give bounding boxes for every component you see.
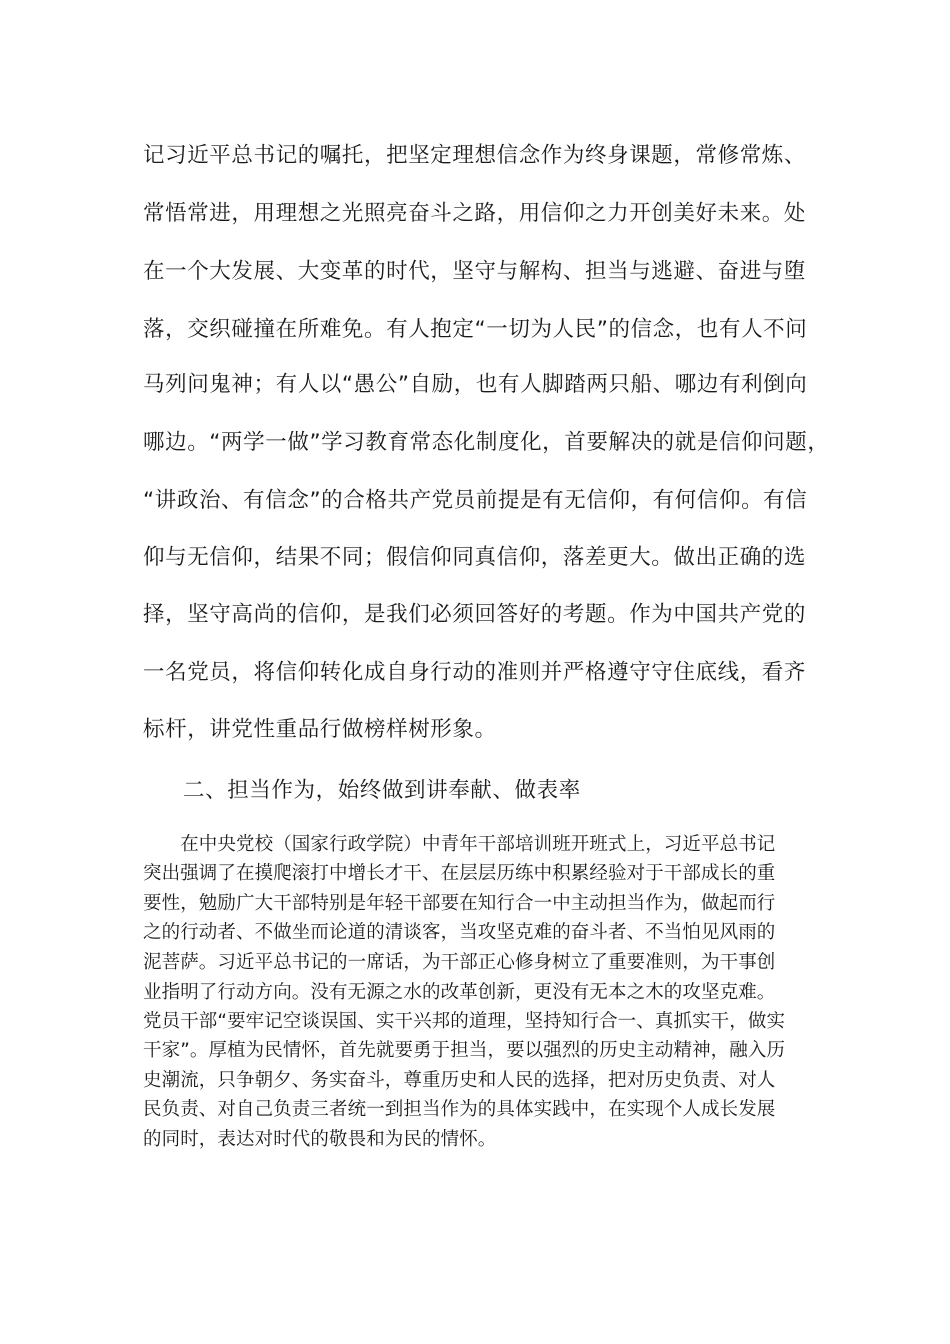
text-line: 要性，勉励广大干部特别是年轻干部要在知行合一中主动担当作为，做起而行 — [143, 893, 776, 914]
text-line: 干家”。厚植为民情怀，首先就要勇于担当，要以强烈的历史主动精神，融入历 — [143, 1040, 786, 1061]
text-line: 突出强调了在摸爬滚打中增长才干、在层层历练中积累经验对于干部成长的重 — [143, 863, 776, 884]
text-line: 在中央党校（国家行政学院）中青年干部培训班开班式上，习近平总书记 — [143, 834, 776, 855]
text-line: 史潮流，只争朝夕、务实奋斗，尊重历史和人民的选择，把对历史负责、对人 — [143, 1070, 776, 1091]
text-line: 落，交织碰撞在所难免。有人抱定“一切为人民”的信念，也有人不问 — [143, 317, 808, 342]
text-line: 党员干部“要牢记空谈误国、实干兴邦的道理，坚持知行合一、真抓实干，做实 — [143, 1011, 786, 1032]
text-line: 记习近平总书记的嘱托，把坚定理想信念作为终身课题，常修常炼、 — [143, 143, 807, 168]
text-line: 哪边。“两学一做”学习教育常态化制度化，首要解决的就是信仰问题， — [143, 430, 830, 455]
text-line: 马列问鬼神；有人以“愚公”自励，也有人脚踏两只船、哪边有利倒向 — [143, 372, 808, 397]
text-line: 业指明了行动方向。没有无源之水的改革创新，更没有无本之木的攻坚克难。 — [143, 982, 776, 1003]
text-line: 择，坚守高尚的信仰，是我们必须回答好的考题。作为中国共产党的 — [143, 602, 807, 627]
text-line: 标杆，讲党性重品行做榜样树形象。 — [143, 717, 497, 742]
text-line: 一名党员，将信仰转化成自身行动的准则并严格遵守守住底线，看齐 — [143, 660, 807, 685]
text-line: 在一个大发展、大变革的时代，坚守与解构、担当与逃避、奋进与堕 — [143, 259, 807, 284]
text-line: 民负责、对自己负责三者统一到担当作为的具体实践中，在实现个人成长发展 — [143, 1099, 776, 1120]
text-line: 的同时，表达对时代的敬畏和为民的情怀。 — [143, 1129, 497, 1150]
text-line: 仰与无信仰，结果不同；假信仰同真信仰，落差更大。做出正确的选 — [143, 545, 807, 570]
section-heading: 二、担当作为，始终做到讲奉献、做表率 — [183, 778, 581, 803]
text-line: 之的行动者、不做坐而论道的清谈客，当攻坚克难的奋斗者、不当怕见风雨的 — [143, 922, 776, 943]
text-line: 常悟常进，用理想之光照亮奋斗之路，用信仰之力开创美好未来。处 — [143, 201, 807, 226]
text-line: “讲政治、有信念”的合格共产党员前提是有无信仰，有何信仰。有信 — [143, 488, 808, 513]
text-line: 泥菩萨。习近平总书记的一席话，为干部正心修身树立了重要准则，为干事创 — [143, 952, 776, 973]
